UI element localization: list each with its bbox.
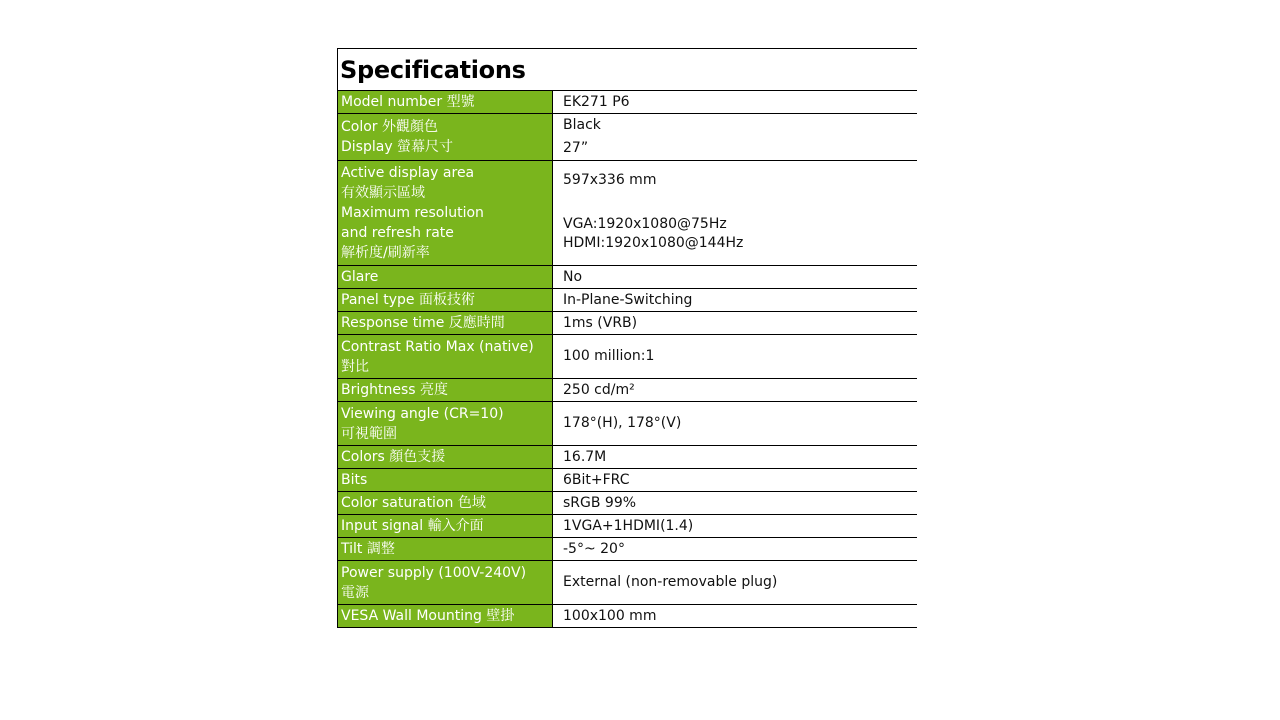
spec-value: No	[563, 268, 583, 285]
spec-label: Tilt 調整	[338, 538, 553, 560]
spec-row-input-signal	[338, 515, 917, 538]
spec-value: External (non-removable plug)	[563, 574, 778, 590]
spec-row-viewing-angle	[338, 402, 917, 446]
spec-label: Contrast Ratio Max (native) 對比	[338, 335, 553, 378]
spec-label: Active display area 有效顯示區域 Maximum resolution and refresh rate 解析度/刷新率	[338, 161, 553, 265]
spec-row-display-area-resolution	[338, 161, 917, 266]
spec-label: VESA Wall Mounting 壁掛	[338, 605, 553, 627]
spec-row-brightness	[338, 379, 917, 402]
spec-value: 16.7M	[563, 448, 607, 465]
table-title-row	[338, 49, 917, 91]
spec-label: Response time 反應時間	[338, 312, 553, 334]
spec-row-model-number	[338, 91, 917, 114]
specifications-table	[337, 48, 917, 628]
spec-value: sRGB 99%	[563, 494, 637, 511]
spec-label: Bits	[338, 469, 553, 491]
spec-value: 597x336 mm VGA:1920x1080@75Hz HDMI:1920x1080@144Hz	[563, 172, 744, 251]
spec-value: 250 cd/m²	[563, 381, 635, 398]
spec-row-response-time	[338, 312, 917, 335]
spec-row-power-supply	[338, 561, 917, 605]
spec-label: Panel type 面板技術	[338, 289, 553, 311]
spec-row-glare	[338, 266, 917, 289]
spec-row-vesa-mounting	[338, 605, 917, 628]
spec-row-color-display	[338, 114, 917, 161]
spec-label: Glare	[338, 266, 553, 288]
spec-row-contrast-ratio	[338, 335, 917, 379]
spec-label: Model number 型號	[338, 91, 553, 113]
spec-value: 178°(H), 178°(V)	[563, 415, 682, 431]
spec-value: -5°~ 20°	[563, 540, 625, 557]
spec-value: EK271 P6	[563, 93, 630, 110]
table-title: Specifications	[340, 55, 526, 84]
spec-label: Brightness 亮度	[338, 379, 553, 401]
spec-row-panel-type	[338, 289, 917, 312]
spec-value: 6Bit+FRC	[563, 471, 630, 488]
spec-label: Color 外觀顏色 Display 螢幕尺寸	[338, 114, 553, 160]
spec-label: Input signal 輸入介面	[338, 515, 553, 537]
spec-row-tilt	[338, 538, 917, 561]
spec-row-color-saturation	[338, 492, 917, 515]
spec-value: In-Plane-Switching	[563, 291, 693, 308]
spec-value: 1ms (VRB)	[563, 314, 638, 331]
spec-label: Viewing angle (CR=10) 可視範圍	[338, 402, 553, 445]
spec-value: 100 million:1	[563, 348, 655, 364]
spec-value: 100x100 mm	[563, 607, 657, 624]
spec-row-colors	[338, 446, 917, 469]
spec-label: Power supply (100V-240V) 電源	[338, 561, 553, 604]
spec-row-bits	[338, 469, 917, 492]
spec-label: Colors 顏色支援	[338, 446, 553, 468]
spec-label: Color saturation 色域	[338, 492, 553, 514]
spec-value: 1VGA+1HDMI(1.4)	[563, 517, 694, 534]
spec-value: Black 27”	[563, 117, 601, 156]
